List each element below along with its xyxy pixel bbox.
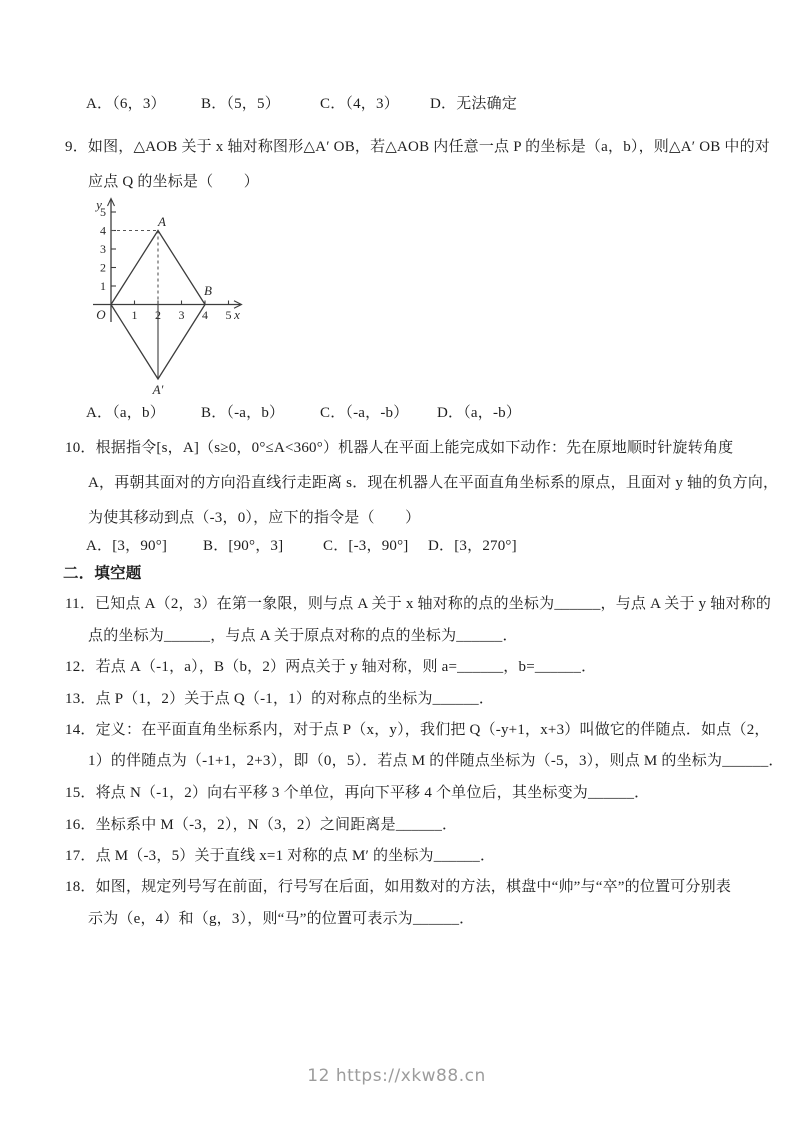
question-12-line-1: 12．若点 A（-1，a），B（b，2）两点关于 y 轴对称，则 a=______，b=______． — [65, 659, 597, 675]
question-17-line-1: 17．点 M（-3，5）关于直线 x=1 对称的点 M′ 的坐标为______． — [65, 848, 496, 864]
question-15-line-1: 15．将点 N（-1，2）向右平移 3 个单位，再向下平移 4 个单位后，其坐标变为______． — [65, 785, 650, 801]
origin-label: O — [96, 307, 106, 322]
point-a-label: A — [158, 214, 166, 229]
coordinate-plane-figure — [85, 192, 245, 404]
x-tick-label-5: 5 — [225, 308, 232, 322]
question-10-line-2: A，再朝其面对的方向沿直线行走距离 s．现在机器人在平面直角坐标系的原点，且面对 y 轴的负方向， — [88, 475, 779, 491]
question8-option-a: A．（6，3） — [86, 96, 166, 112]
y-tick-label-4: 4 — [100, 223, 106, 238]
question-10-line-1: 10．根据指令[s，A]（s≥0，0°≤A<360°）机器人在平面上能完成如下动作：先在原地顺时针旋转角度 — [65, 440, 734, 456]
question10-option-b: B．[90°，3] — [203, 538, 284, 554]
question10-options-row — [0, 536, 793, 557]
question8-options-row — [0, 94, 793, 115]
y-tick-label-2: 2 — [100, 260, 106, 275]
y-axis-label: y — [96, 197, 102, 212]
question-9-line-1: 9．如图，△AOB 关于 x 轴对称图形△A′ OB，若△AOB 内任意一点 P 的坐标是（a，b），则△A′ OB 中的对 — [65, 139, 770, 155]
question9-option-b: B．（-a，b） — [201, 405, 285, 421]
section-2-title: 二．填空题 — [63, 565, 142, 582]
question-11-line-1: 11．已知点 A（2，3）在第一象限，则与点 A 关于 x 轴对称的点的坐标为______，与点 A 关于 y 轴对称的 — [65, 596, 772, 612]
question10-option-a: A．[3，90°] — [86, 538, 168, 554]
y-tick-label-3: 3 — [100, 242, 106, 256]
question8-option-d: D．无法确定 — [430, 96, 518, 112]
y-tick-label-1: 1 — [100, 279, 106, 293]
x-tick-label-4: 4 — [202, 308, 208, 322]
question9-option-a: A．（a，b） — [86, 405, 165, 421]
x-axis-label: x — [234, 307, 240, 322]
question-18-line-1: 18．如图，规定列号写在前面，行号写在后面，如用数对的方法，棋盘中“帅”与“卒”的位置可分别表 — [65, 879, 732, 895]
question10-option-d: D．[3，270°] — [428, 538, 517, 554]
question-9-line-2: 应点 Q 的坐标是（ ） — [88, 174, 259, 190]
x-tick-label-3: 3 — [178, 308, 185, 322]
question8-option-c: C．（4，3） — [320, 96, 399, 112]
question-14-line-1: 14．定义：在平面直角坐标系内，对于点 P（x，y），我们把 Q（-y+1，x+3）叫做它的伴随点．如点（2， — [65, 722, 770, 738]
question-9-coordinate-figure — [85, 192, 245, 404]
question-18-line-2: 示为（e，4）和（g，3），则“马”的位置可表示为______． — [88, 911, 475, 927]
y-tick-label-5: 5 — [100, 205, 106, 219]
question9-options-row — [0, 403, 793, 424]
question-10-line-3: 为使其移动到点（-3，0），应下的指令是（ ） — [88, 510, 421, 526]
x-tick-label-1: 1 — [131, 308, 138, 322]
question-13-line-1: 13．点 P（1，2）关于点 Q（-1，1）的对称点的坐标为______． — [65, 691, 495, 707]
question8-option-b: B．（5，5） — [201, 96, 280, 112]
x-tick-label-2: 2 — [155, 308, 161, 322]
question-16-line-1: 16．坐标系中 M（-3，2），N（3，2）之间距离是______． — [65, 817, 458, 833]
point-b-label: B — [204, 283, 212, 298]
point-a-prime-label: A′ — [152, 382, 164, 397]
question9-option-d: D．（a，-b） — [437, 405, 522, 421]
question9-option-c: C．（-a，-b） — [320, 405, 409, 421]
question10-option-c: C．[-3，90°] — [323, 538, 409, 554]
question-14-line-2: 1）的伴随点为（-1+1，2+3），即（0，5）．若点 M 的伴随点坐标为（-5，3），则点 M 的坐标为______． — [88, 753, 784, 769]
page-footer-url: 12 https://xkw88.cn — [307, 1066, 486, 1086]
question-11-line-2: 点的坐标为______，与点 A 关于原点对称的点的坐标为______． — [88, 628, 518, 644]
